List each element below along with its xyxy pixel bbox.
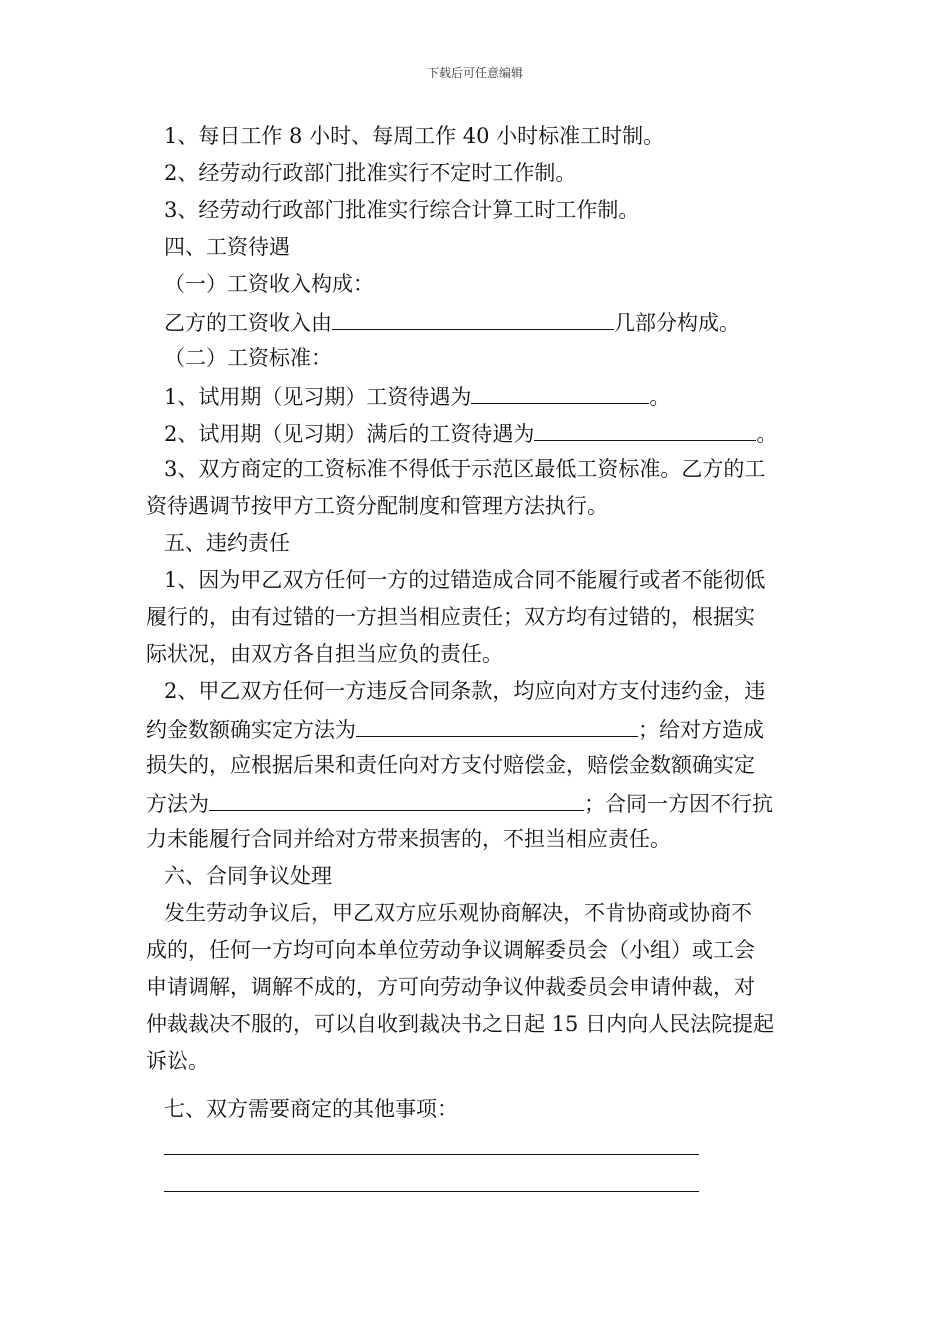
breach-clause-1-line-3: 际状况，由双方各自担当应负的责任。 — [146, 642, 503, 666]
hours-option-2: 2、经劳动行政部门批准实行不定时工作制。 — [164, 161, 577, 185]
breach-clause-2-line-2 — [146, 710, 811, 747]
post-probation-wage-line — [146, 414, 811, 451]
other-matters-line-2 — [146, 1165, 811, 1202]
wage-composition-blank[interactable] — [332, 303, 614, 330]
probation-wage-suffix: 。 — [649, 385, 671, 409]
wage-composition-line — [146, 303, 811, 340]
breach-clause-2-line-3: 损失的，应根据后果和责任向对方支付赔偿金，赔偿金数额确实定 — [146, 753, 755, 777]
penalty-method-suffix: ；给对方造成 — [638, 718, 764, 742]
hours-option-3: 3、经劳动行政部门批准实行综合计算工时工作制。 — [164, 198, 640, 222]
dispute-line-1: 发生劳动争议后，甲乙双方应乐观协商解决，不肯协商或协商不 — [164, 901, 752, 925]
dispute-line-2: 成的，任何一方均可向本单位劳动争议调解委员会（小组）或工会 — [146, 938, 755, 962]
compensation-method-prefix: 方法为 — [146, 792, 209, 816]
section-6-heading: 六、合同争议处理 — [164, 864, 332, 888]
post-probation-wage-suffix: 。 — [756, 422, 778, 446]
compensation-method-blank[interactable] — [209, 784, 584, 811]
other-matters-line-1 — [146, 1128, 811, 1165]
document-body — [146, 118, 811, 1202]
post-probation-wage-blank[interactable] — [534, 414, 756, 441]
penalty-method-prefix: 约金数额确实定方法为 — [146, 718, 356, 742]
other-matters-blank-2[interactable] — [164, 1165, 699, 1192]
subsection-wage-composition: （一）工资收入构成： — [164, 272, 374, 296]
page-header: 下载后可任意编辑 — [426, 66, 523, 80]
section-4-heading: 四、工资待遇 — [164, 235, 290, 259]
dispute-line-5: 诉讼。 — [146, 1049, 209, 1073]
wage-standard-line-2: 资待遇调节按甲方工资分配制度和管理方法执行。 — [146, 494, 608, 518]
hours-option-1: 1、每日工作 8 小时、每周工作 40 小时标准工时制。 — [164, 124, 665, 148]
dispute-line-3: 申请调解，调解不成的，方可向劳动争议仲裁委员会申请仲裁，对 — [146, 975, 755, 999]
subsection-wage-standard: （二）工资标准： — [164, 346, 332, 370]
breach-clause-1-line-1: 1、因为甲乙双方任何一方的过错造成合同不能履行或者不能彻低 — [164, 568, 766, 592]
post-probation-wage-prefix: 2、试用期（见习期）满后的工资待遇为 — [164, 422, 535, 446]
dispute-line-4: 仲裁裁决不服的，可以自收到裁决书之日起 15 日内向人民法院提起 — [146, 1012, 775, 1036]
section-5-heading: 五、违约责任 — [164, 531, 290, 555]
penalty-method-blank[interactable] — [356, 710, 638, 737]
breach-clause-2-line-1: 2、甲乙双方任何一方违反合同条款，均应向对方支付违约金，违 — [164, 679, 766, 703]
compensation-method-suffix: ；合同一方因不行抗 — [584, 792, 773, 816]
breach-clause-2-line-5: 力未能履行合同并给对方带来损害的，不担当相应责任。 — [146, 827, 671, 851]
other-matters-blank-1[interactable] — [164, 1128, 699, 1155]
breach-clause-1-line-2: 履行的，由有过错的一方担当相应责任；双方均有过错的，根据实 — [146, 605, 755, 629]
probation-wage-blank[interactable] — [471, 377, 649, 404]
wage-composition-prefix: 乙方的工资收入由 — [164, 311, 332, 335]
breach-clause-2-line-4 — [146, 784, 811, 821]
probation-wage-line — [146, 377, 811, 414]
section-7-heading: 七、双方需要商定的其他事项： — [164, 1097, 458, 1121]
wage-composition-suffix: 几部分构成。 — [614, 311, 740, 335]
probation-wage-prefix: 1、试用期（见习期）工资待遇为 — [164, 385, 472, 409]
wage-standard-line-1: 3、双方商定的工资标准不得低于示范区最低工资标准。乙方的工 — [164, 457, 766, 481]
